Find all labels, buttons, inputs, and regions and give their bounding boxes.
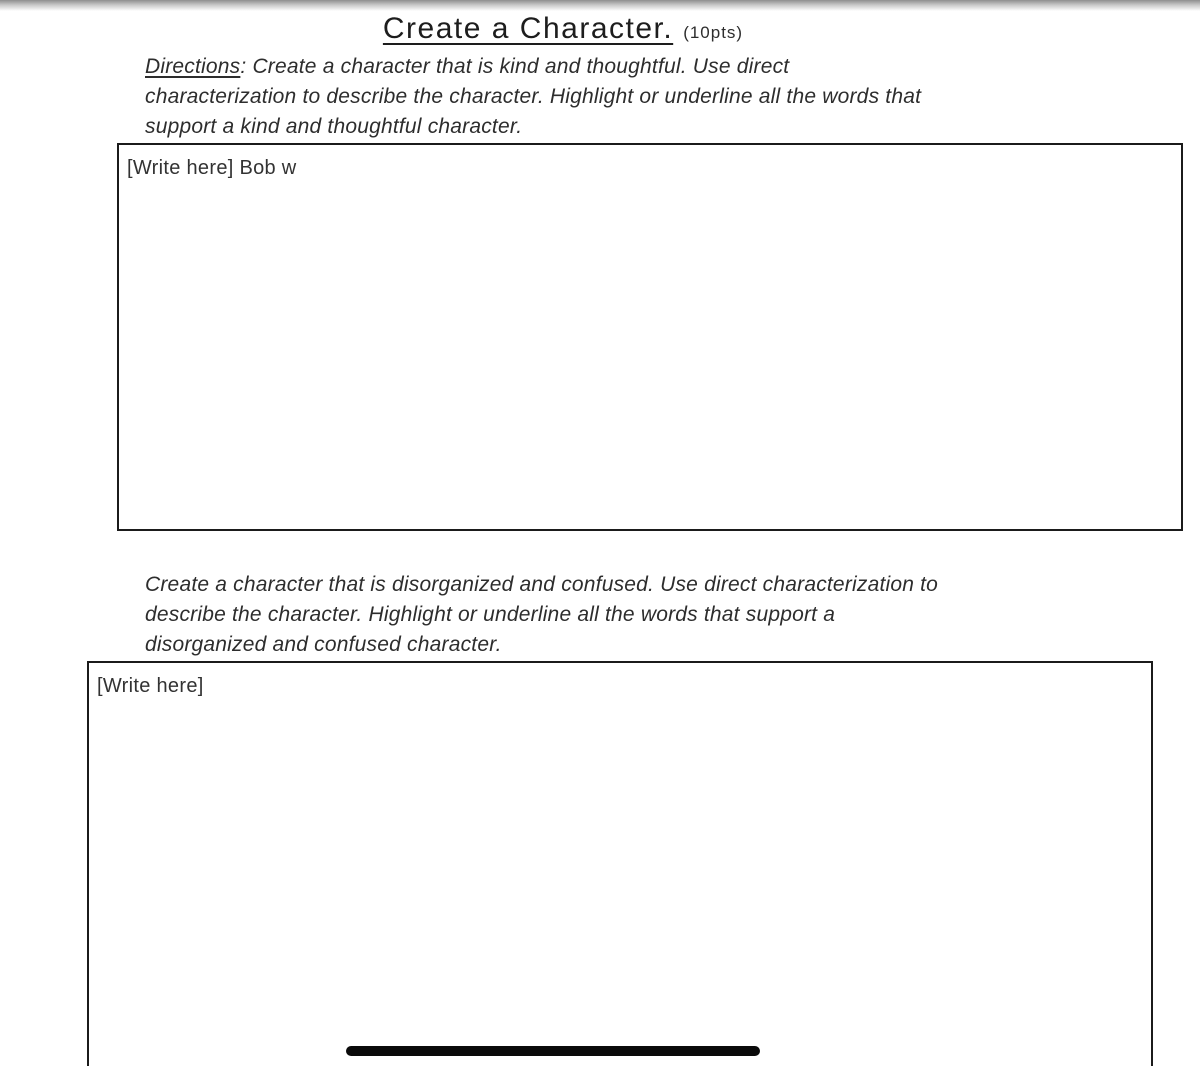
- directions-line-1-text: : Create a character that is kind and thoughtful. Use direct: [240, 55, 790, 78]
- directions-line-3: support a kind and thoughtful character.: [145, 115, 523, 138]
- home-indicator-bar[interactable]: [346, 1046, 760, 1056]
- title-group: [383, 12, 743, 46]
- answer-box-1-text[interactable]: [Write here] Bob w: [127, 157, 297, 179]
- directions-line-1: [145, 52, 985, 82]
- title-row: [0, 12, 1200, 46]
- screen-top-shadow: [0, 0, 1200, 11]
- directions-paragraph: [145, 52, 985, 142]
- directions-line-2: characterization to describe the character. Highlight or underline all the words that: [145, 85, 922, 108]
- second-prompt-line-1: Create a character that is disorganized and confused. Use direct characterization to: [145, 573, 939, 596]
- second-prompt-line-2: describe the character. Highlight or underline all the words that support a: [145, 603, 836, 626]
- answer-box-1[interactable]: [117, 143, 1183, 531]
- answer-box-2[interactable]: [87, 661, 1153, 1066]
- second-prompt-line-3: disorganized and confused character.: [145, 633, 502, 656]
- answer-box-2-text[interactable]: [Write here]: [97, 675, 204, 697]
- points-label: (10pts): [683, 23, 744, 42]
- directions-label: Directions: [145, 55, 241, 78]
- second-prompt-paragraph: [145, 570, 985, 660]
- page-title: Create a Character.: [382, 12, 674, 45]
